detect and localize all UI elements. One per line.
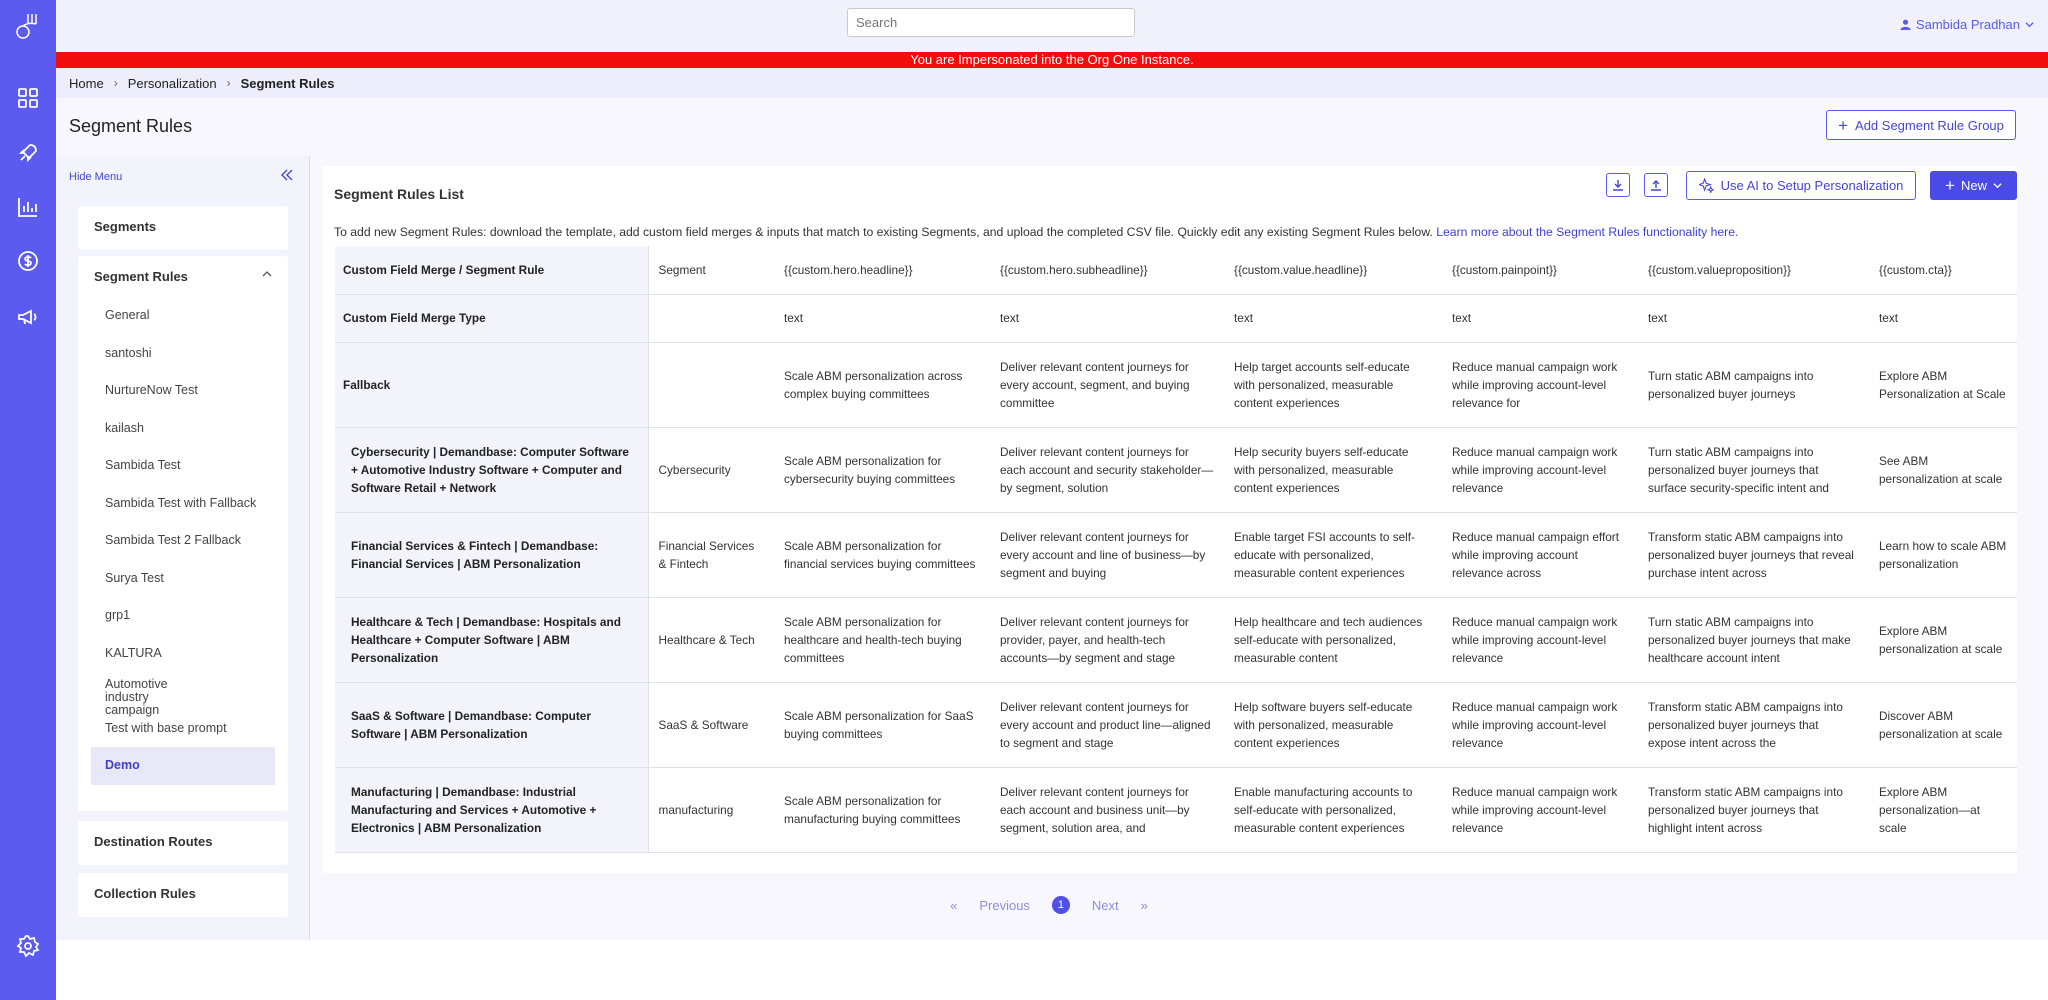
cell-text: Explore ABM personalization—at scale xyxy=(1879,784,1980,835)
field-value-cell[interactable] xyxy=(1224,342,1442,427)
settings-gear-icon[interactable] xyxy=(16,934,40,958)
cell-text: Scale ABM personalization for cybersecurity buying committees xyxy=(784,453,956,486)
table-row xyxy=(335,682,2017,767)
cell-text: text xyxy=(784,311,804,325)
last-page-icon[interactable]: » xyxy=(1140,897,1148,913)
breadcrumb-personalization[interactable]: Personalization xyxy=(127,75,217,91)
cell-text: Enable target FSI accounts to self-educate with personalized, measurable content experiences xyxy=(1234,529,1415,580)
cell-text: Reduce manual campaign work while improving account-level relevance xyxy=(1452,614,1618,665)
field-value-cell[interactable] xyxy=(1869,597,2017,682)
hide-menu-link[interactable]: Hide Menu xyxy=(69,171,123,183)
cell-text: SaaS & Software | Demandbase: Computer Software | ABM Personalization xyxy=(351,708,591,741)
cell-text: Explore ABM personalization at scale xyxy=(1879,623,2003,656)
row-label-cell xyxy=(335,246,648,294)
segment-rules-header[interactable] xyxy=(78,256,288,297)
page-number-current[interactable]: 1 xyxy=(1052,896,1070,914)
field-value-cell[interactable] xyxy=(990,682,1224,767)
instructions-body: To add new Segment Rules: download the template, add custom field merges & inputs that match to existing Segments, and upload the completed CSV file. Quickly edit any existing Segment Rules below. xyxy=(334,225,1437,239)
cell-text: Custom Field Merge Type xyxy=(343,311,486,325)
cell-text: {{custom.value.headline}} xyxy=(1234,262,1368,277)
breadcrumb xyxy=(56,68,2048,98)
segment-rule-list xyxy=(78,297,288,785)
megaphone-icon[interactable] xyxy=(16,305,40,329)
cell-text: Deliver relevant content journeys for every account and product line—aligned to segment and stage xyxy=(1000,699,1211,750)
brand-logo-icon xyxy=(14,10,42,40)
cell-text: Help target accounts self-educate with personalized, measurable content experiences xyxy=(1234,359,1410,410)
field-value-cell[interactable] xyxy=(990,597,1224,682)
field-value-cell[interactable] xyxy=(990,767,1224,852)
field-value-cell[interactable] xyxy=(1442,246,1638,294)
field-value-cell[interactable] xyxy=(1224,427,1442,512)
breadcrumb-current: Segment Rules xyxy=(240,75,335,91)
segment-cell[interactable] xyxy=(648,246,774,294)
cell-text: text xyxy=(1234,311,1254,325)
cell-text: Scale ABM personalization for financial services buying committees xyxy=(784,538,976,571)
rocket-icon[interactable] xyxy=(16,141,40,165)
field-value-cell[interactable] xyxy=(1638,767,1869,852)
row-label-cell xyxy=(335,294,648,342)
segment-rule-item[interactable]: Sambida Test 2 Fallback xyxy=(105,533,241,547)
next-page-button[interactable]: Next xyxy=(1091,897,1119,913)
segment-cell[interactable] xyxy=(648,512,774,597)
impersonation-banner: You are Impersonated into the Org One Instance. xyxy=(56,52,2048,68)
cell-text: Scale ABM personalization across complex buying committees xyxy=(784,368,963,401)
chevron-right-icon: › xyxy=(226,76,231,90)
segment-rule-item[interactable]: Test with base prompt xyxy=(105,720,227,735)
page-header xyxy=(56,98,2048,156)
cell-text: {{custom.hero.subheadline}} xyxy=(1000,262,1148,277)
segment-rule-item[interactable]: General xyxy=(105,308,150,322)
field-value-cell[interactable] xyxy=(1442,682,1638,767)
instructions-text xyxy=(334,225,1738,239)
row-label-cell xyxy=(335,682,648,767)
field-value-cell[interactable] xyxy=(1442,597,1638,682)
table-row xyxy=(335,246,2017,294)
chevron-right-icon: › xyxy=(113,76,118,90)
segment-rules-card xyxy=(78,256,288,811)
cell-text: Discover ABM personalization at scale xyxy=(1879,708,2003,741)
field-value-cell[interactable] xyxy=(1224,597,1442,682)
chevron-down-icon xyxy=(1993,181,2002,190)
cell-text: Turn static ABM campaigns into personalized buyer journeys xyxy=(1648,368,1814,401)
segment-cell[interactable] xyxy=(648,682,774,767)
cell-text: Turn static ABM campaigns into personalized buyer journeys that make healthcare account intent xyxy=(1648,614,1851,665)
field-value-cell[interactable] xyxy=(1442,767,1638,852)
sparkle-icon xyxy=(1699,178,1714,193)
field-value-cell[interactable] xyxy=(1442,294,1638,342)
use-ai-setup-button[interactable] xyxy=(1686,171,1916,200)
segments-title: Segments xyxy=(94,219,157,234)
field-value-cell[interactable] xyxy=(1869,246,2017,294)
cell-text: Segment xyxy=(658,262,706,277)
cell-text: {{custom.painpoint}} xyxy=(1452,262,1557,277)
row-label-cell xyxy=(335,767,648,852)
segment-cell[interactable] xyxy=(648,597,774,682)
segment-cell[interactable] xyxy=(648,767,774,852)
cell-text: Scale ABM personalization for healthcare and health-tech buying committees xyxy=(784,614,962,665)
new-label: New xyxy=(1960,178,1987,193)
segment-rule-item[interactable]: KALTURA xyxy=(105,645,162,660)
segment-rule-item-active[interactable]: Demo xyxy=(91,747,275,785)
panel-title: Segment Rules List xyxy=(334,186,464,202)
cell-text: {{custom.cta}} xyxy=(1879,262,1952,277)
plus-icon: + xyxy=(1838,115,1849,135)
field-value-cell[interactable] xyxy=(1224,294,1442,342)
field-value-cell[interactable] xyxy=(774,682,990,767)
table-row xyxy=(335,294,2017,342)
first-page-icon[interactable]: « xyxy=(950,897,958,913)
search-input[interactable] xyxy=(847,8,1135,37)
chevron-up-icon xyxy=(262,269,272,279)
field-value-cell[interactable] xyxy=(1224,512,1442,597)
analytics-icon[interactable] xyxy=(16,195,40,219)
segment-rule-item[interactable]: Automotive industry campaign xyxy=(105,677,168,717)
footer-area xyxy=(56,940,2048,1000)
segment-rule-item[interactable]: kailash xyxy=(105,420,144,435)
field-value-cell[interactable] xyxy=(990,427,1224,512)
field-value-cell[interactable] xyxy=(1224,767,1442,852)
page-title: Segment Rules xyxy=(69,116,193,136)
cell-text: Transform static ABM campaigns into personalized buyer journeys that highlight intent across xyxy=(1648,784,1843,835)
cell-text: See ABM personalization at scale xyxy=(1879,453,2003,486)
breadcrumb-home[interactable]: Home xyxy=(69,75,104,91)
field-value-cell[interactable] xyxy=(990,246,1224,294)
dashboard-icon[interactable] xyxy=(16,86,40,110)
cell-text: Help software buyers self-educate with personalized, measurable content experiences xyxy=(1234,699,1413,750)
chevron-down-icon xyxy=(2025,20,2034,29)
row-label-cell xyxy=(335,427,648,512)
upload-icon xyxy=(1649,178,1663,192)
field-value-cell[interactable] xyxy=(990,512,1224,597)
cell-text: {{custom.hero.headline}} xyxy=(784,262,913,277)
cell-text: Reduce manual campaign work while improving account-level relevance for xyxy=(1452,359,1618,410)
cell-text: Deliver relevant content journeys for every account and line of business—by segment and buying xyxy=(1000,529,1206,580)
cell-text: text xyxy=(1648,311,1668,325)
segment-rules-table xyxy=(335,246,2017,853)
add-segment-rule-group-button[interactable] xyxy=(1826,110,2016,140)
cell-text: text xyxy=(1879,311,1899,325)
field-value-cell[interactable] xyxy=(1638,246,1869,294)
destination-routes-card[interactable] xyxy=(78,821,288,865)
cell-text: manufacturing xyxy=(658,802,734,817)
cell-text: Enable manufacturing accounts to self-educate with personalized, measurable content experiences xyxy=(1234,784,1413,835)
cell-text: Financial Services & Fintech | Demandbase: Financial Services | ABM Personalization xyxy=(351,538,599,571)
cell-text: Turn static ABM campaigns into personalized buyer journeys that surface security-specific intent and xyxy=(1648,444,1829,495)
user-name: Sambida Pradhan xyxy=(1915,17,2020,32)
field-value-cell[interactable] xyxy=(1224,682,1442,767)
cell-text: Deliver relevant content journeys for each account and security stakeholder—by segment, solution xyxy=(1000,444,1214,495)
double-chevron-left-icon[interactable] xyxy=(280,168,294,182)
cell-text: Help healthcare and tech audiences self-educate with personalized, measurable content xyxy=(1234,614,1423,665)
use-ai-setup-label: Use AI to Setup Personalization xyxy=(1720,178,1904,193)
cell-text: Deliver relevant content journeys for provider, payer, and health-tech accounts—by segment and stage xyxy=(1000,614,1189,665)
table-row xyxy=(335,597,2017,682)
cell-text: Reduce manual campaign work while improving account-level relevance xyxy=(1452,699,1618,750)
table-body xyxy=(335,246,2017,852)
cell-text: Deliver relevant content journeys for every account, segment, and buying committee xyxy=(1000,359,1190,410)
new-button[interactable] xyxy=(1930,171,2017,200)
cell-text: Healthcare & Tech xyxy=(658,632,755,647)
field-value-cell[interactable] xyxy=(774,246,990,294)
user-menu[interactable] xyxy=(1900,17,2034,32)
table-row xyxy=(335,767,2017,852)
cell-text: Cybersecurity | Demandbase: Computer Software + Automotive Industry Software + Computer and Software Retail + Network xyxy=(351,444,629,495)
segment-rule-item[interactable]: santoshi xyxy=(105,345,152,360)
field-value-cell[interactable] xyxy=(774,767,990,852)
cell-text: text xyxy=(1000,311,1020,325)
main-content xyxy=(310,156,2048,940)
cell-text: Reduce manual campaign work while improving account-level relevance xyxy=(1452,444,1618,495)
destination-routes-title: Destination Routes xyxy=(94,834,213,849)
segment-cell[interactable] xyxy=(648,427,774,512)
cell-text: Transform static ABM campaigns into personalized buyer journeys that expose intent across the xyxy=(1648,699,1843,750)
cell-text: text xyxy=(1452,311,1472,325)
segment-rules-title: Segment Rules xyxy=(94,269,188,284)
segment-cell[interactable] xyxy=(648,294,774,342)
cell-text: Reduce manual campaign effort while improving account relevance across xyxy=(1452,529,1620,580)
segment-rule-item[interactable]: NurtureNow Test xyxy=(105,383,198,397)
field-value-cell[interactable] xyxy=(1638,294,1869,342)
segment-rule-item[interactable]: Sambida Test xyxy=(105,458,181,472)
field-value-cell[interactable] xyxy=(1224,246,1442,294)
field-value-cell[interactable] xyxy=(990,342,1224,427)
row-label-cell xyxy=(335,342,648,427)
field-value-cell[interactable] xyxy=(1638,512,1869,597)
table-row xyxy=(335,342,2017,427)
field-value-cell[interactable] xyxy=(774,427,990,512)
field-value-cell[interactable] xyxy=(1638,597,1869,682)
cell-text: Custom Field Merge / Segment Rule xyxy=(343,262,545,277)
segments-card[interactable] xyxy=(78,206,288,250)
cell-text: Scale ABM personalization for manufacturing buying committees xyxy=(784,793,961,826)
segment-rule-item[interactable]: Surya Test xyxy=(105,570,164,585)
cell-text: Deliver relevant content journeys for each account and business unit—by segment, solution area, and xyxy=(1000,784,1190,835)
field-value-cell[interactable] xyxy=(774,512,990,597)
field-value-cell[interactable] xyxy=(1638,427,1869,512)
field-value-cell[interactable] xyxy=(774,597,990,682)
previous-page-button[interactable]: Previous xyxy=(979,897,1030,913)
cell-text: Help security buyers self-educate with personalized, measurable content experiences xyxy=(1234,444,1409,495)
field-value-cell[interactable] xyxy=(1638,682,1869,767)
download-icon xyxy=(1611,178,1625,192)
cell-text: {{custom.valueproposition}} xyxy=(1648,262,1791,277)
download-template-button[interactable] xyxy=(1606,173,1630,197)
cell-text: Learn how to scale ABM personalization xyxy=(1879,538,2007,571)
user-icon xyxy=(1900,19,1911,30)
field-value-cell[interactable] xyxy=(1869,682,2017,767)
row-label-cell xyxy=(335,512,648,597)
cell-text: Fallback xyxy=(343,377,391,392)
pagination xyxy=(180,896,1918,914)
field-value-cell[interactable] xyxy=(1869,294,2017,342)
cell-text: Healthcare & Tech | Demandbase: Hospitals and Healthcare + Computer Software | ABM Personalization xyxy=(351,614,621,665)
plus-icon: + xyxy=(1945,176,1955,195)
cell-text: Scale ABM personalization for SaaS buying committees xyxy=(784,708,974,741)
table-row xyxy=(335,512,2017,597)
collection-rules-title: Collection Rules xyxy=(94,886,196,901)
learn-more-link[interactable]: Learn more about the Segment Rules functionality here. xyxy=(1436,225,1739,239)
dollar-icon[interactable] xyxy=(16,249,40,273)
cell-text: Cybersecurity xyxy=(658,462,731,477)
segment-rule-item[interactable]: grp1 xyxy=(105,608,131,622)
upload-csv-button[interactable] xyxy=(1644,173,1668,197)
segment-rule-item[interactable]: Sambida Test with Fallback xyxy=(105,495,257,510)
field-value-cell[interactable] xyxy=(990,294,1224,342)
field-value-cell[interactable] xyxy=(774,342,990,427)
field-value-cell[interactable] xyxy=(1638,342,1869,427)
cell-text: Reduce manual campaign work while improving account-level relevance xyxy=(1452,784,1618,835)
top-bar xyxy=(56,0,2048,52)
cell-text: Transform static ABM campaigns into personalized buyer journeys that reveal purchase intent across xyxy=(1648,529,1854,580)
field-value-cell[interactable] xyxy=(1442,427,1638,512)
field-value-cell[interactable] xyxy=(1869,342,2017,427)
cell-text: Financial Services & Fintech xyxy=(658,538,755,571)
field-value-cell[interactable] xyxy=(774,294,990,342)
row-label-cell xyxy=(335,597,648,682)
cell-text: Manufacturing | Demandbase: Industrial Manufacturing and Services + Automotive + Electronics | ABM Personalization xyxy=(351,784,597,835)
field-value-cell[interactable] xyxy=(1442,512,1638,597)
add-segment-rule-group-label: Add Segment Rule Group xyxy=(1855,117,2004,133)
side-menu xyxy=(56,156,310,940)
field-value-cell[interactable] xyxy=(1869,767,2017,852)
nav-rail xyxy=(0,0,56,1000)
segment-cell[interactable] xyxy=(648,342,774,427)
field-value-cell[interactable] xyxy=(1869,512,2017,597)
table-row xyxy=(335,427,2017,512)
field-value-cell[interactable] xyxy=(1442,342,1638,427)
cell-text: SaaS & Software xyxy=(658,717,749,732)
cell-text: Explore ABM Personalization at Scale xyxy=(1879,368,2006,401)
segment-rules-panel xyxy=(323,166,2017,873)
field-value-cell[interactable] xyxy=(1869,427,2017,512)
